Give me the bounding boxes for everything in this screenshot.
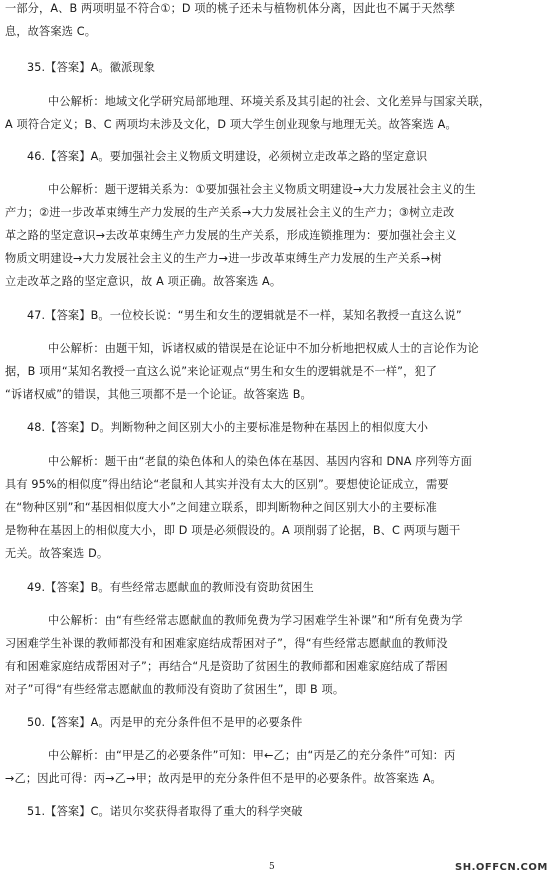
watermark: SH.OFFCN.COM — [455, 862, 548, 873]
text-line: 具有 95%的相似度”得出结论“老鼠和人其实并没有太大的区别”。要想使论证成立，需要 — [5, 478, 449, 491]
text-line: 是物种在基因上的相似度大小，即 D 项是必须假设的。A 项削弱了论据，B、C 两项与题干 — [5, 524, 461, 537]
text-line: “诉诸权威”的错误，其他三项都不是一个论证。故答案选 B。 — [5, 388, 312, 401]
answer-heading: 35.【答案】A。徽派现象 — [27, 61, 156, 74]
answer-heading: 47.【答案】B。一位校长说：“男生和女生的逻辑就是不一样，某知名教授一直这么说” — [27, 309, 462, 322]
analysis-line: 中公解析：由“甲是乙的必要条件”可知：甲←乙；由“丙是乙的充分条件”可知：丙 — [48, 749, 456, 762]
text-line: →乙；因此可得：丙→乙→甲；故丙是甲的充分条件但不是甲的必要条件。故答案选 A。 — [5, 772, 442, 785]
answer-heading: 50.【答案】A。丙是甲的充分条件但不是甲的必要条件 — [27, 716, 303, 729]
answer-heading: 46.【答案】A。要加强社会主义物质文明建设，必须树立走改革之路的坚定意识 — [27, 150, 428, 163]
answer-heading: 48.【答案】D。判断物种之间区别大小的主要标准是物种在基因上的相似度大小 — [27, 421, 429, 434]
answer-heading: 49.【答案】B。有些经常志愿献血的教师没有资助贫困生 — [27, 581, 314, 594]
text-line: 有和困难家庭结成帮困对子”；再结合“凡是资助了贫困生的教师都和困难家庭结成了帮困 — [5, 660, 448, 673]
page-number: 5 — [269, 862, 275, 872]
text-line: 对子”可得“有些经常志愿献血的教师没有资助了贫困生”，即 B 项。 — [5, 683, 345, 696]
text-line: 习困难学生补课的教师都没有和困难家庭结成帮困对子”，得“有些经常志愿献血的教师没 — [5, 637, 448, 650]
text-line: 无关。故答案选 D。 — [5, 547, 109, 560]
analysis-line: 中公解析：由题干知，诉诸权威的错误是在论证中不加分析地把权威人士的言论作为论 — [48, 342, 479, 355]
text-line: 据，B 项用“某知名教授一直这么说”来论证观点“男生和女生的逻辑就是不一样”，犯了 — [5, 365, 438, 378]
analysis-line: 中公解析：题干由“老鼠的染色体和人的染色体在基因、基因内容和 DNA 序列等方面 — [48, 455, 472, 468]
text-line: 在“物种区别”和“基因相似度大小”之间建立联系，即判断物种之间区别大小的主要标准 — [5, 501, 437, 514]
analysis-line: 中公解析：地域文化学研究局部地理、环境关系及其引起的社会、文化差异与国家关联， — [48, 95, 491, 108]
text-line: A 项符合定义；B、C 两项均未涉及文化，D 项大学生创业现象与地理无关。故答案选 A。 — [5, 118, 457, 131]
text-line: 革之路的坚定意识→去改革束缚生产力发展的生产关系，形成连锁推理为：要加强社会主义 — [5, 229, 457, 242]
text-line: 立走改革之路的坚定意识，故 A 项正确。故答案选 A。 — [5, 275, 282, 288]
text-line: 物质文明建设→大力发展社会主义的生产力→进一步改革束缚生产力发展的生产关系→树 — [5, 252, 442, 265]
text-line: 一部分，A、B 两项明显不符合①；D 项的桃子还未与植物机体分离，因此也不属于天然孳 — [5, 2, 456, 15]
analysis-line: 中公解析：由“有些经常志愿献血的教师免费为学习困难学生补课”和“所有免费为学 — [48, 614, 463, 627]
analysis-line: 中公解析：题干逻辑关系为：①要加强社会主义物质文明建设→大力发展社会主义的生 — [48, 183, 476, 196]
text-line: 产力；②进一步改革束缚生产力发展的生产关系→大力发展社会主义的生产力；③树立走改 — [5, 206, 455, 219]
answer-heading: 51.【答案】C。诺贝尔奖获得者取得了重大的科学突破 — [27, 805, 303, 818]
text-line: 息，故答案选 C。 — [5, 25, 97, 38]
